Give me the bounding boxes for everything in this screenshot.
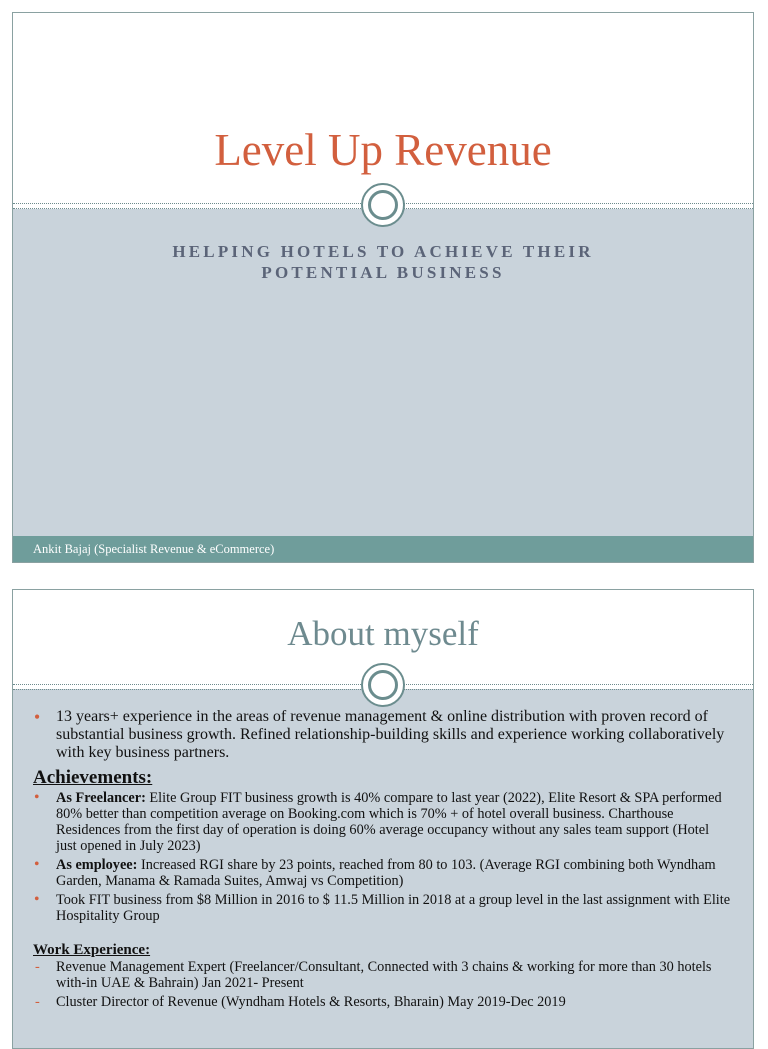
achievement-item [33, 857, 731, 889]
work-experience-list [33, 959, 731, 1010]
subtitle-line: HELPING HOTELS TO ACHIEVE THEIR [172, 242, 594, 261]
slide-heading: About myself [287, 614, 479, 653]
work-item: - Cluster Director of Revenue (Wyndham Hotels & Resorts, Bharain) May 2019-Dec 2019 [33, 994, 731, 1010]
presentation-title: Level Up Revenue [214, 125, 552, 175]
footer-bar [13, 536, 753, 563]
achievements-heading: Achievements: [33, 767, 153, 788]
achievement-item [33, 790, 731, 854]
author-footer: Ankit Bajaj (Specialist Revenue & eCommerce) [33, 542, 275, 556]
slide-body [13, 689, 753, 1049]
slide-body [13, 209, 753, 536]
achievement-lead: As employee: [56, 857, 138, 873]
achievement-text: Took FIT business from $8 Million in 2016 to $ 11.5 Million in 2018 at a group level in the last assignment with Elite Hospitality Group [56, 892, 731, 924]
presentation-subtitle [13, 241, 753, 283]
intro-list [33, 708, 731, 762]
achievement-lead: As Freelancer: [56, 790, 146, 806]
achievement-text: Elite Group FIT business growth is 40% compare to last year (2022), Elite Resort & SPA performed 80% better than competition average on Booking.com which is 70% + of hotel overall business. Charthouse Residences from the first day of operation is doing 60% average occupancy without any sales team support (Hotel just opened in July 2023) [56, 790, 722, 854]
circle-ornament-icon [361, 183, 405, 227]
slide-about [12, 589, 754, 1049]
circle-ornament-icon [361, 663, 405, 707]
achievement-text: Increased RGI share by 23 points, reached from 80 to 103. (Average RGI combining both Wyndham Garden, Manama & Ramada Suites, Amwaj vs Competition) [56, 857, 716, 889]
slide-title [12, 12, 754, 563]
work-experience-heading: Work Experience: [33, 942, 151, 958]
subtitle-line: POTENTIAL BUSINESS [261, 263, 505, 282]
intro-bullet: • 13 years+ experience in the areas of revenue management & online distribution with proven record of substantial business growth. Refined relationship-building skills and experience working collaboratively with key business partners. [33, 708, 731, 762]
slide-content [33, 708, 731, 1013]
slide-title-area [13, 13, 753, 206]
work-item: - Revenue Management Expert (Freelancer/Consultant, Connected with 3 chains & working for more than 30 hotels with-in UAE & Bahrain) Jan 2021- Present [33, 959, 731, 991]
achievements-list [33, 790, 731, 924]
achievement-item [33, 892, 731, 924]
